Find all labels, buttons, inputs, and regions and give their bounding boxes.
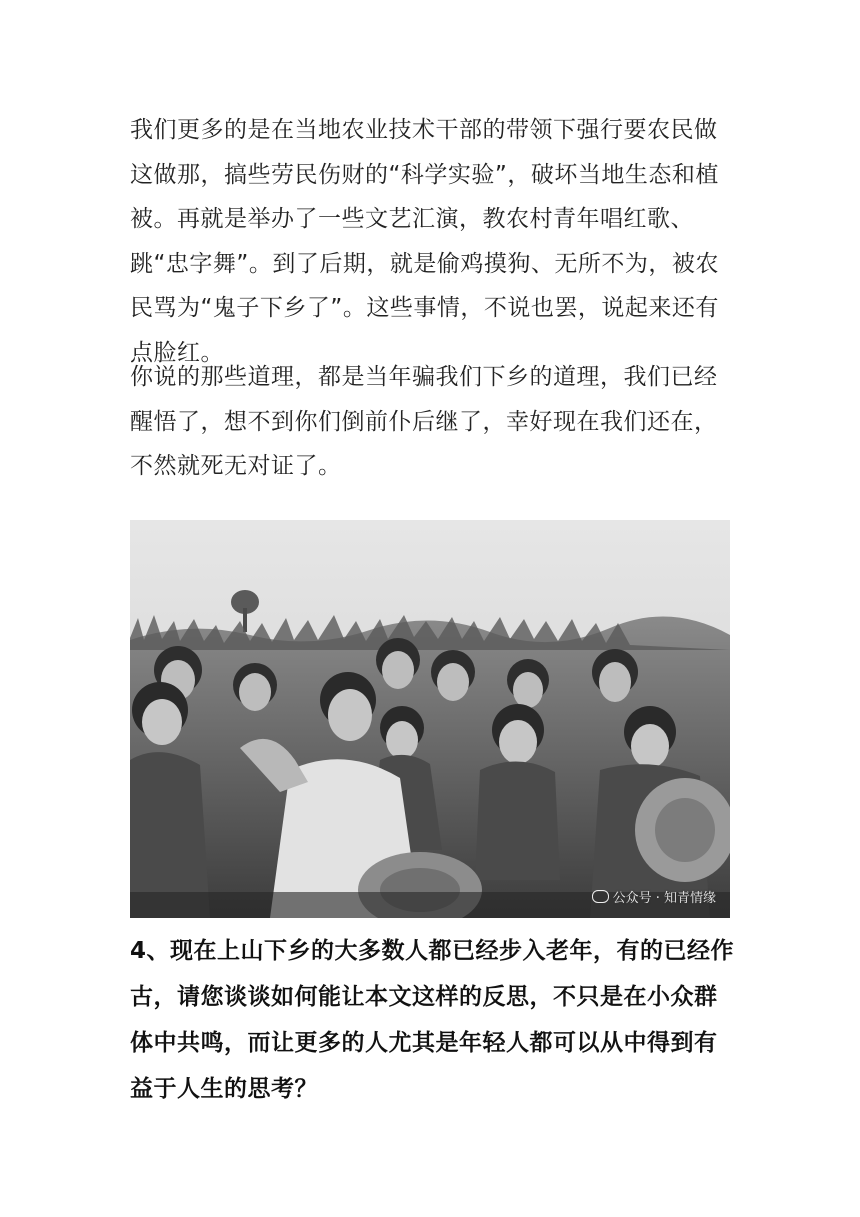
question-heading-4: 4、现在上山下乡的大多数人都已经步入老年，有的已经作古，请您谈谈如何能让本文这样的反思，不只是在小众群体中共鸣，而让更多的人尤其是年轻人都可以从中得到有益于人生的思考？ (130, 938, 735, 1102)
body-paragraph-2: 你说的那些道理，都是当年骗我们下乡的道理，我们已经醒悟了，想不到你们倒前仆后继了，幸好现在我们还在，不然就死无对证了。 (130, 364, 718, 479)
body-paragraph-1: 我们更多的是在当地农业技术干部的带领下强行要农民做这做那，搞些劳民伤财的“科学实验”，破坏当地生态和植被。再就是举办了一些文艺汇演，教农村青年唱红歌、跳“忠字舞”。到了后期，就是偷鸡摸狗、无所不为，被农民骂为“鬼子下乡了”。这些事情，不说也罢，说起来还有点脸红。 (130, 117, 719, 366)
historical-group-photo (130, 520, 730, 918)
wechat-icon (592, 890, 609, 903)
watermark-text: 公众号 · 知青情缘 (612, 891, 716, 906)
photo-watermark (592, 887, 716, 906)
photo-illustration (130, 520, 730, 918)
